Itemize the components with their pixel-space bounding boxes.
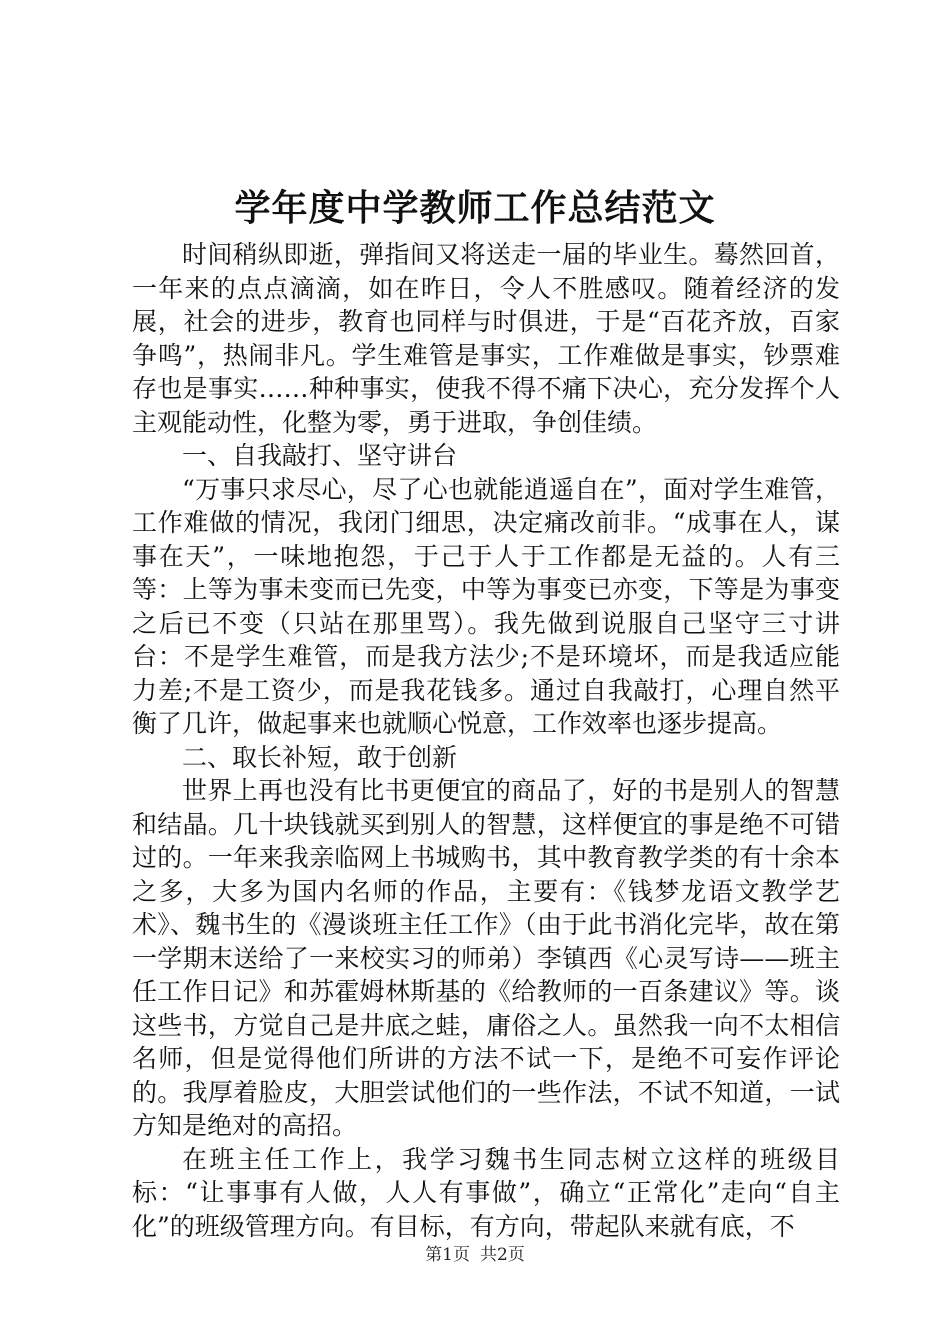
page-number-current: 第1页 — [425, 1245, 470, 1265]
section-heading-1: 一、自我敲打、坚守讲台 — [182, 441, 458, 470]
paragraph-class-management: 在班主任工作上，我学习魏书生同志树立这样的班级目标：“让事事有人做，人人有事做”，确立“正常化”走向“自主化”的班级管理方向。有目标，有方向，带起队来就有底，不 — [132, 1144, 840, 1241]
paragraph-intro: 时间稍纵即逝，弹指间又将送走一届的毕业生。蓦然回首，一年来的点点滴滴，如在昨日，令人不胜感叹。随着经济的发展，社会的进步，教育也同样与时俱进，于是“百花齐放，百家争鸣”，热闹非凡。学生难管是事实，工作难做是事实，钞票难存也是事实……种种事实，使我不得不痛下决心，充分发挥个人主观能动性，化整为零，勇于进取，争创佳绩。 — [132, 240, 840, 437]
page-number-total: 共2页 — [480, 1245, 525, 1265]
paragraph-section-2: 世界上再也没有比书更便宜的商品了，好的书是别人的智慧和结晶。几十块钱就买到别人的智慧，这样便宜的事是绝不可错过的。一年来我亲临网上书城购书，其中教育教学类的有十余本之多，大多为国内名师的作品，主要有：《钱梦龙语文教学艺术》、魏书生的《漫谈班主任工作》（由于此书消化完毕，故在第一学期末送给了一来校实习的师弟）李镇西《心灵写诗——班主任工作日记》和苏霍姆林斯基的《给教师的一百条建议》等。谈这些书，方觉自己是井底之蛙，庸俗之人。虽然我一向不太相信名师，但是觉得他们所讲的方法不试一下，是绝不可妄作评论的。我厚着脸皮，大胆尝试他们的一些作法，不试不知道，一试方知是绝对的高招。 — [132, 776, 840, 1140]
page-footer — [0, 1243, 950, 1267]
section-heading-2: 二、取长补短，敢于创新 — [182, 742, 458, 772]
paragraph-section-1: “万事只求尽心，尽了心也就能逍遥自在”，面对学生难管，工作难做的情况，我闭门细思，决定痛改前非。“成事在人，谋事在天”，一味地抱怨，于己于人于工作都是无益的。人有三等：上等为事未变而已先变，中等为事变已亦变，下等是为事变之后已不变（只站在那里骂）。我先做到说服自己坚守三寸讲台：不是学生难管，而是我方法少;不是环境坏，而是我适应能力差;不是工资少，而是我花钱多。通过自我敲打，心理自然平衡了几许，做起事来也就顺心悦意，工作效率也逐步提高。 — [132, 474, 840, 738]
document-body — [132, 238, 840, 1243]
document-title: 学年度中学教师工作总结范文 — [234, 187, 716, 229]
